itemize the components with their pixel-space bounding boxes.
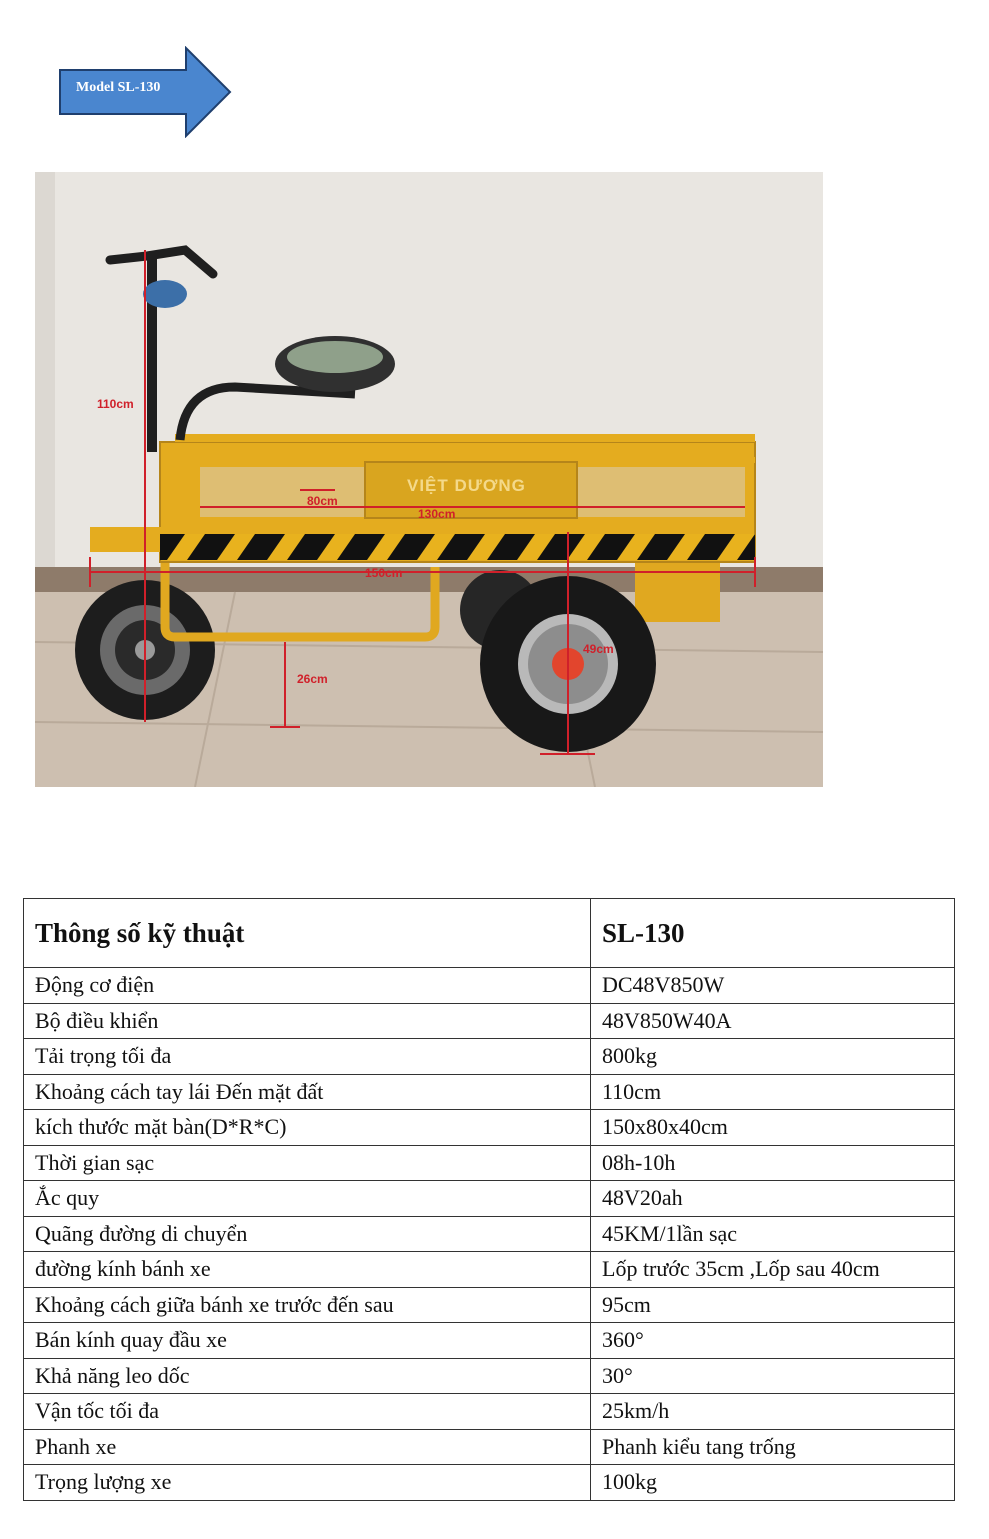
spec-value: Lốp trước 35cm ,Lốp sau 40cm [591,1252,955,1288]
spec-value: 45KM/1lần sạc [591,1216,955,1252]
measure-bed-width: 80cm [307,494,338,508]
spec-label: Ắc quy [24,1181,591,1217]
measure-overall-length: 150cm [365,566,403,580]
spec-value: 30° [591,1358,955,1394]
brand-text: VIỆT DƯƠNG [407,476,526,495]
spec-header-label: Thông số kỹ thuật [24,899,591,968]
spec-value: 95cm [591,1287,955,1323]
spec-label: kích thước mặt bàn(D*R*C) [24,1110,591,1146]
spec-label: Khoảng cách tay lái Đến mặt đất [24,1074,591,1110]
spec-row [24,1465,955,1501]
spec-row [24,1252,955,1288]
spec-row [24,1074,955,1110]
spec-value: 48V20ah [591,1181,955,1217]
spec-value: 360° [591,1323,955,1359]
spec-row [24,1394,955,1430]
product-photo [35,172,823,787]
spec-row [24,1110,955,1146]
spec-row [24,1429,955,1465]
spec-row [24,1181,955,1217]
spec-header-row [24,899,955,968]
spec-value: 800kg [591,1039,955,1075]
spec-label: Tải trọng tối đa [24,1039,591,1075]
measure-rear-wheel: 49cm [583,642,614,656]
spec-table [23,898,955,1501]
measure-handlebar-height: 110cm [97,397,134,411]
model-label: Model SL-130 [76,80,161,95]
spec-row [24,1216,955,1252]
spec-value: 08h-10h [591,1145,955,1181]
model-badge [58,46,232,138]
spec-value: 110cm [591,1074,955,1110]
spec-value: 48V850W40A [591,1003,955,1039]
spec-label: Phanh xe [24,1429,591,1465]
spec-row [24,1287,955,1323]
spec-row [24,1003,955,1039]
spec-value: 25km/h [591,1394,955,1430]
spec-label: Vận tốc tối đa [24,1394,591,1430]
spec-row [24,968,955,1004]
spec-row [24,1323,955,1359]
spec-label: Khả năng leo dốc [24,1358,591,1394]
measure-ground-clearance: 26cm [297,672,328,686]
spec-value: DC48V850W [591,968,955,1004]
spec-label: Quãng đường di chuyển [24,1216,591,1252]
spec-label: Trọng lượng xe [24,1465,591,1501]
spec-row [24,1039,955,1075]
spec-label: Bộ điều khiển [24,1003,591,1039]
spec-value: Phanh kiểu tang trống [591,1429,955,1465]
spec-header-value: SL-130 [591,899,955,968]
spec-value: 150x80x40cm [591,1110,955,1146]
spec-row [24,1358,955,1394]
spec-label: Thời gian sạc [24,1145,591,1181]
spec-label: Khoảng cách giữa bánh xe trước đến sau [24,1287,591,1323]
spec-label: đường kính bánh xe [24,1252,591,1288]
measure-bed-length: 130cm [418,507,456,521]
spec-label: Động cơ điện [24,968,591,1004]
spec-row [24,1145,955,1181]
spec-value: 100kg [591,1465,955,1501]
spec-label: Bán kính quay đầu xe [24,1323,591,1359]
